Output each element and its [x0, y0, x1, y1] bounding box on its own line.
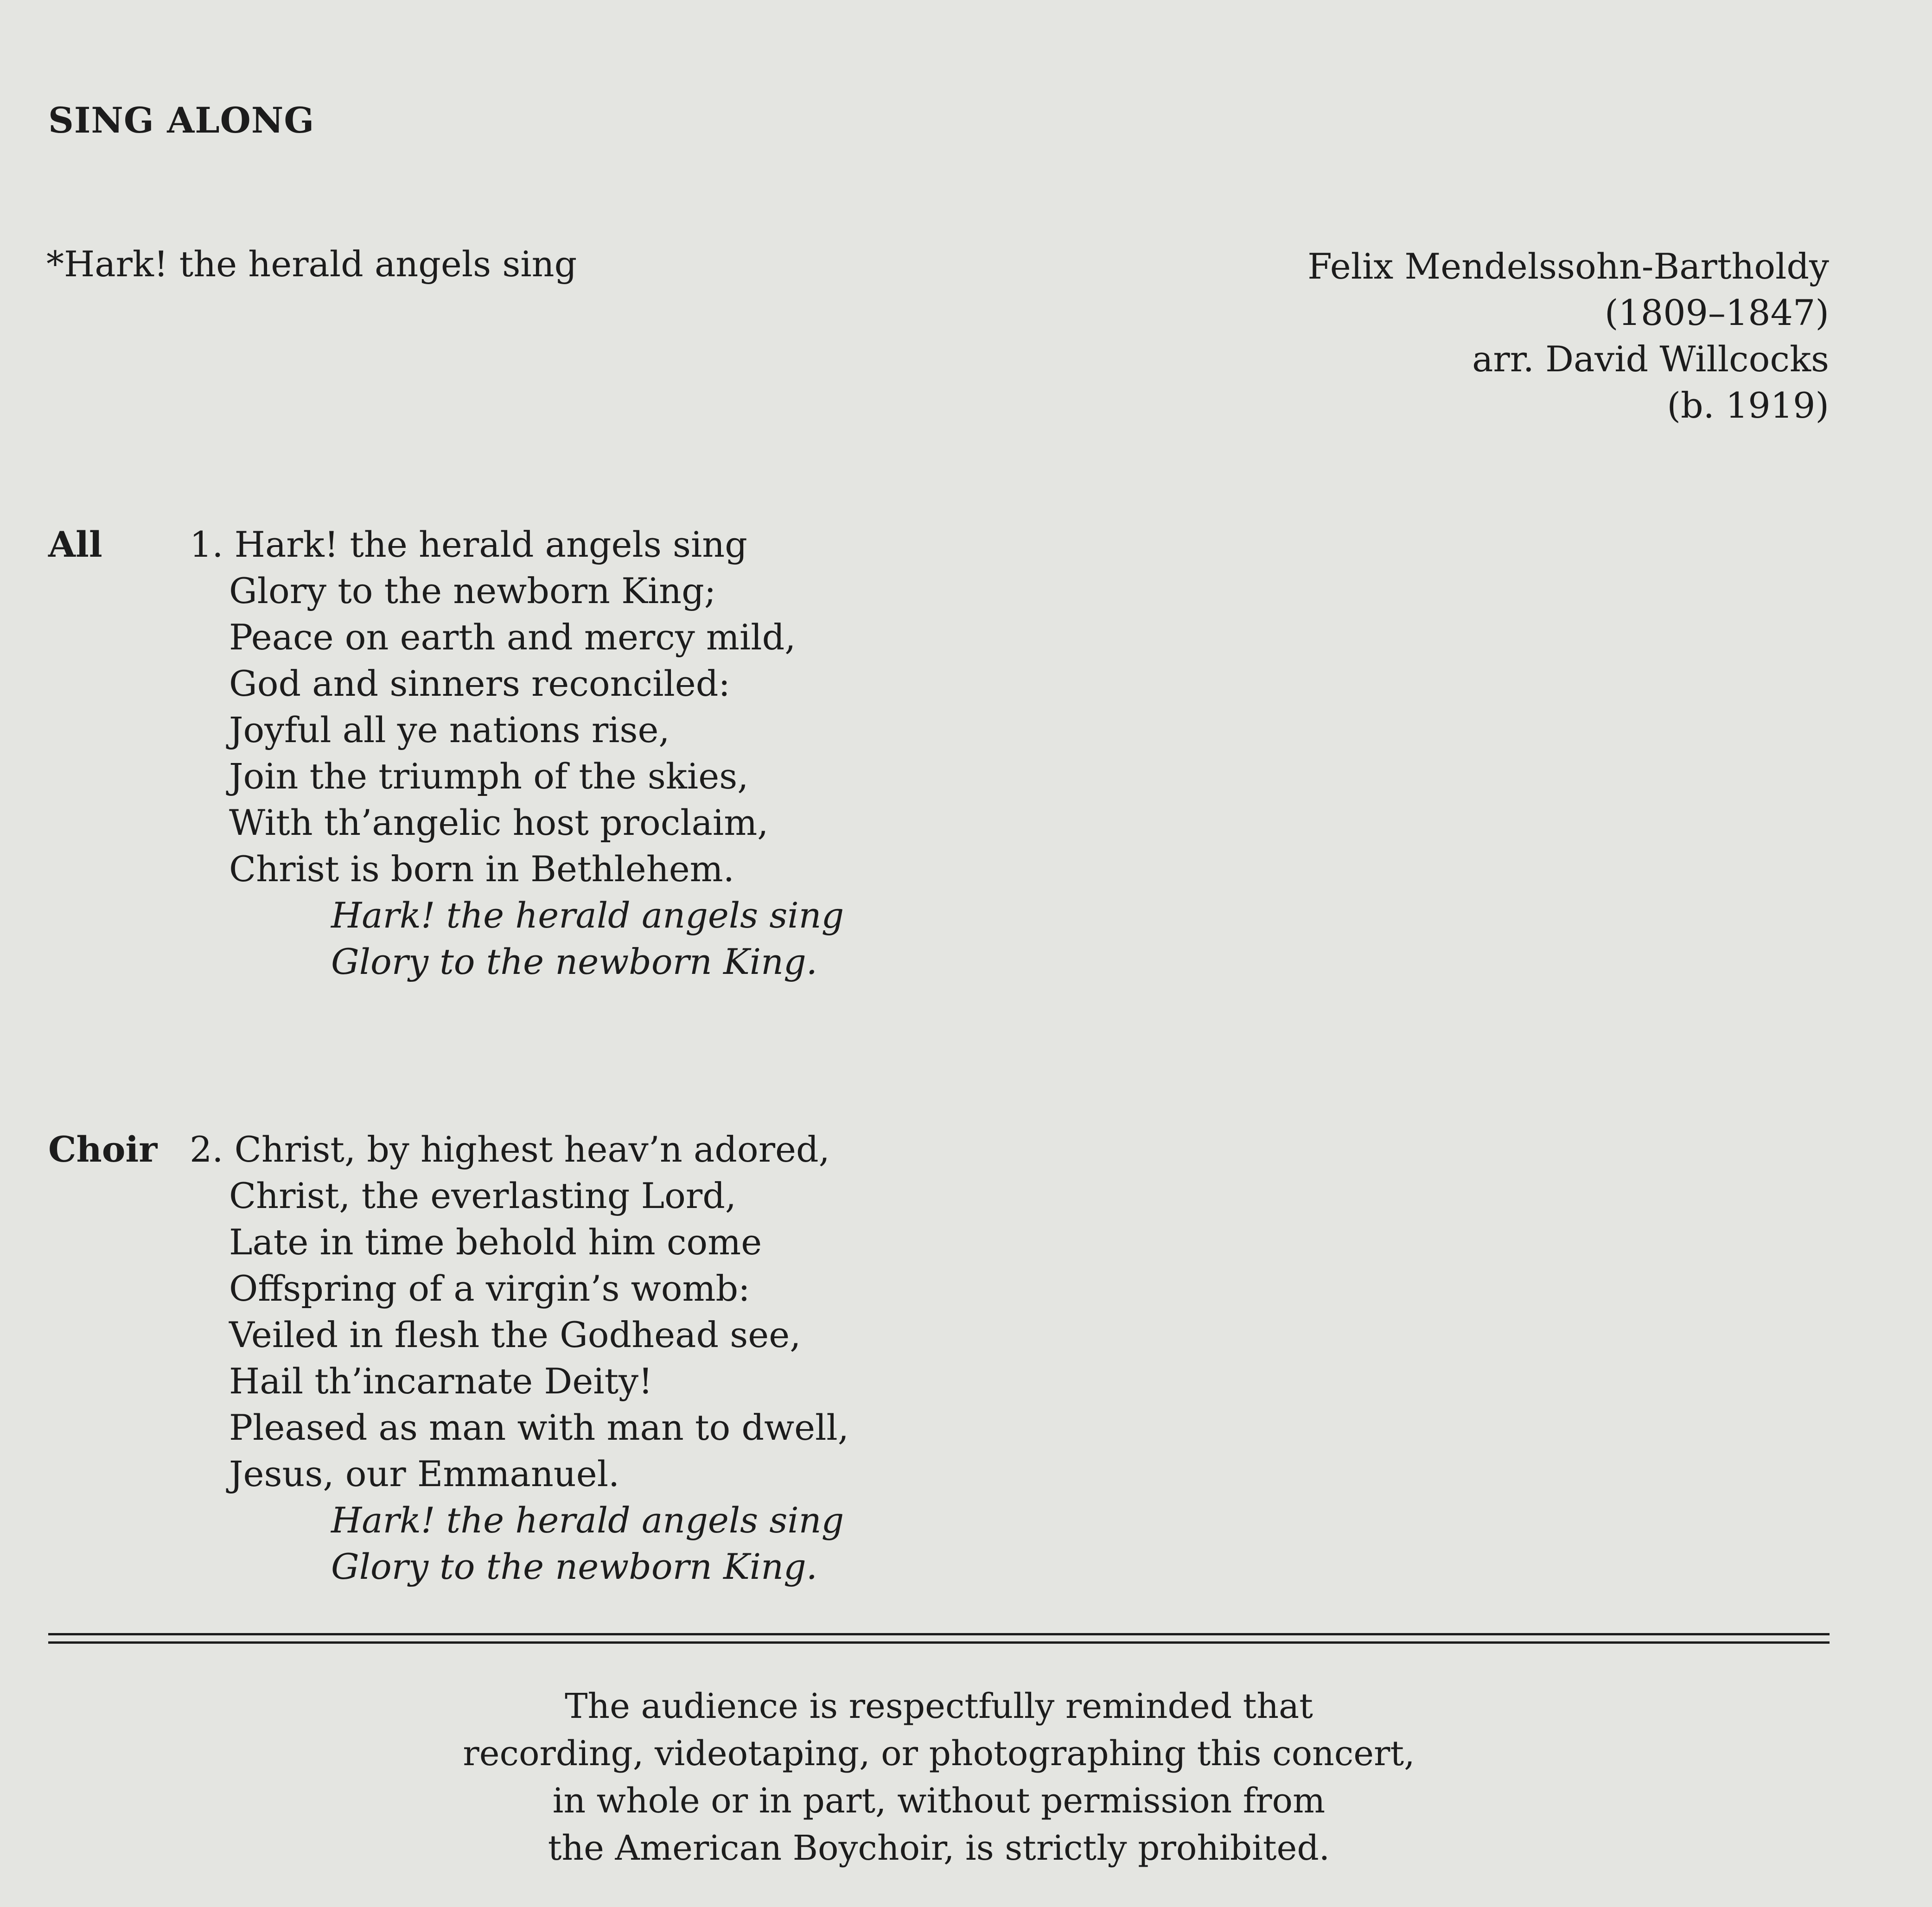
performer-label: Choir	[48, 1129, 158, 1170]
refrain-line: Glory to the newborn King.	[331, 941, 817, 982]
composer-name: Felix Mendelssohn-Bartholdy	[1307, 246, 1829, 287]
piece-credits	[1307, 243, 1829, 429]
verse-line: Hail th’incarnate Deity!	[229, 1360, 653, 1402]
refrain-line: Hark! the herald angels sing	[331, 895, 844, 936]
arranger-dates: (b. 1919)	[1667, 385, 1829, 426]
divider-rule	[48, 1641, 1830, 1644]
notice-line: recording, videotaping, or photographing this concert,	[463, 1734, 1415, 1774]
verse-line: Offspring of a virgin’s womb:	[229, 1268, 750, 1309]
verse-line: Join the triumph of the skies,	[229, 756, 749, 797]
verse-line: Late in time behold him come	[229, 1221, 762, 1263]
verse-line: Joyful all ye nations rise,	[229, 709, 670, 750]
verse-line: 2. Christ, by highest heav’n adored,	[190, 1129, 830, 1170]
notice-line: The audience is respectfully reminded that	[565, 1686, 1313, 1726]
arranger-name: arr. David Willcocks	[1472, 338, 1829, 380]
composer-dates: (1809–1847)	[1604, 292, 1829, 333]
notice-line: the American Boychoir, is strictly prohibited.	[548, 1828, 1330, 1868]
refrain-line: Hark! the herald angels sing	[331, 1500, 844, 1541]
refrain-line: Glory to the newborn King.	[331, 1546, 817, 1587]
verse-line: Glory to the newborn King;	[229, 570, 716, 611]
verse-line: Christ is born in Bethlehem.	[229, 848, 734, 890]
performer-label: All	[48, 524, 102, 565]
piece-title: *Hark! the herald angels sing	[46, 243, 577, 285]
verse-1	[190, 521, 844, 985]
verse-line: Christ, the everlasting Lord,	[229, 1175, 737, 1216]
notice-line: in whole or in part, without permission from	[552, 1781, 1326, 1821]
verse-line: God and sinners reconciled:	[229, 663, 730, 704]
verse-line: With th’angelic host proclaim,	[229, 802, 769, 843]
verse-line: Veiled in flesh the Godhead see,	[229, 1314, 801, 1355]
verse-line: Peace on earth and mercy mild,	[229, 617, 796, 658]
verse-line: 1. Hark! the herald angels sing	[190, 524, 747, 565]
audience-notice	[0, 1683, 1878, 1872]
page-heading: SING ALONG	[48, 100, 315, 141]
verse-2	[190, 1126, 849, 1590]
verse-line: Pleased as man with man to dwell,	[229, 1407, 849, 1448]
divider-rule	[48, 1633, 1830, 1635]
verse-line: Jesus, our Emmanuel.	[229, 1453, 620, 1494]
